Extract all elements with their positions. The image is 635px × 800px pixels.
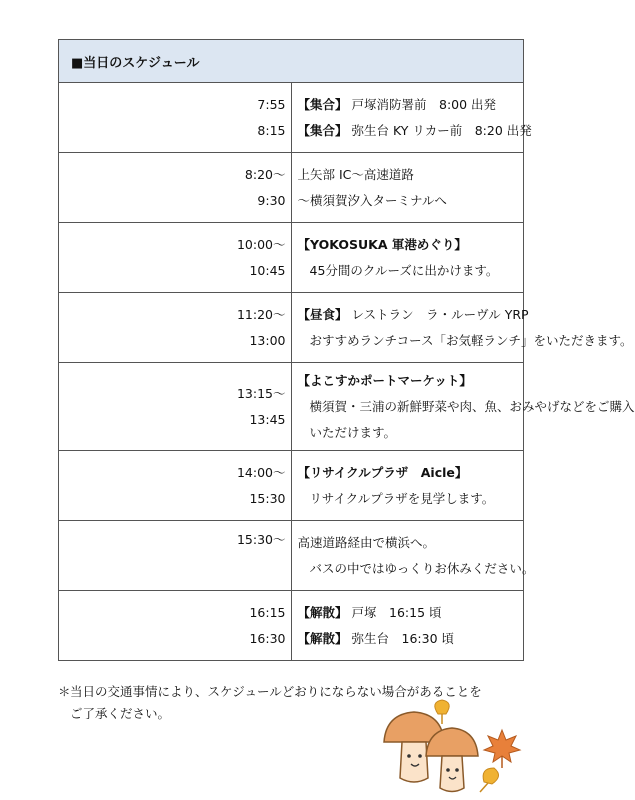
detail: 戸塚消防署前 8:00 出発 xyxy=(351,96,497,112)
footnote-line-2: ご了承ください。 xyxy=(70,706,171,721)
description-cell xyxy=(291,591,524,661)
schedule-header-row xyxy=(59,40,524,83)
time-cell xyxy=(59,223,292,293)
description-cell xyxy=(291,153,524,223)
end-time: 15:30 xyxy=(249,490,286,506)
description-cell xyxy=(291,83,532,153)
ginkgo-leaf-icon xyxy=(435,700,449,724)
detail: 横須賀・三浦の新鮮野菜や肉、魚、おみやげなどをご購入 xyxy=(309,398,635,414)
detail: 弥生台 16:30 頃 xyxy=(351,630,454,646)
schedule-row xyxy=(59,223,524,293)
detail: ～横須賀汐入ターミナルへ xyxy=(297,192,447,208)
schedule-row xyxy=(59,153,524,223)
time-cell xyxy=(59,591,292,661)
schedule-row xyxy=(59,451,524,521)
start-time: 11:20～ xyxy=(236,306,286,322)
detail: レストラン ラ・ルーヴル YRP xyxy=(351,306,529,322)
asterisk: ＊ xyxy=(58,684,71,699)
description-cell xyxy=(291,293,633,363)
detail: 45分間のクルーズに出かけます。 xyxy=(309,262,499,278)
schedule-title: ■当日のスケジュール xyxy=(59,40,524,83)
end-time: 8:15 xyxy=(257,122,286,138)
time-cell xyxy=(59,521,292,591)
label: 【解散】 xyxy=(297,604,348,620)
detail: リサイクルプラザを見学します。 xyxy=(309,490,495,506)
time-cell xyxy=(59,153,292,223)
schedule-row xyxy=(59,83,524,153)
start-time: 16:15 xyxy=(249,604,286,620)
detail: 高速道路経由で横浜へ。 xyxy=(297,534,436,550)
label: 【集合】 xyxy=(297,122,348,138)
schedule-row xyxy=(59,363,524,451)
detail: いただけます。 xyxy=(309,424,397,440)
time-cell xyxy=(59,293,292,363)
start-time: 8:20～ xyxy=(244,166,286,182)
end-time: 13:00 xyxy=(249,332,286,348)
label: 【集合】 xyxy=(297,96,348,112)
start-time: 7:55 xyxy=(257,96,286,112)
mushroom-leaves-illustration xyxy=(380,700,540,796)
start-time: 13:15～ xyxy=(236,385,286,401)
description-cell xyxy=(291,521,535,591)
description-cell xyxy=(291,451,524,521)
schedule-row xyxy=(59,591,524,661)
time-cell xyxy=(59,451,292,521)
end-time: 16:30 xyxy=(249,630,286,646)
maple-leaf-icon xyxy=(484,730,520,768)
label: 【よこすかポートマーケット】 xyxy=(297,372,472,388)
mushroom-icon xyxy=(426,728,478,792)
detail: おすすめランチコース「お気軽ランチ」をいただきます。 xyxy=(309,332,633,348)
start-time: 14:00～ xyxy=(236,464,286,480)
end-time: 9:30 xyxy=(257,192,286,208)
schedule-row xyxy=(59,293,524,363)
time-cell xyxy=(59,363,292,451)
detail: 戸塚 16:15 頃 xyxy=(351,604,442,620)
start-time: 15:30～ xyxy=(236,532,286,547)
detail: 弥生台 KY リカー前 8:20 出発 xyxy=(351,122,532,138)
label: 【YOKOSUKA 軍港めぐり】 xyxy=(297,236,467,252)
description-cell xyxy=(291,223,524,293)
label: 【リサイクルプラザ Aicle】 xyxy=(297,464,468,480)
detail: 上矢部 IC～高速道路 xyxy=(297,166,414,182)
label: 【昼食】 xyxy=(297,306,348,322)
time-cell xyxy=(59,83,292,153)
description-cell xyxy=(291,363,635,451)
start-time: 10:00～ xyxy=(236,236,286,252)
ginkgo-leaf-icon xyxy=(480,768,499,792)
detail: バスの中ではゆっくりお休みください。 xyxy=(309,560,535,576)
footnote-line-1: 当日の交通事情により、スケジュールどおりにならない場合があることを xyxy=(70,684,482,699)
end-time: 10:45 xyxy=(249,262,286,278)
end-time: 13:45 xyxy=(249,411,286,427)
schedule-row xyxy=(59,521,524,591)
schedule-table xyxy=(58,39,635,661)
label: 【解散】 xyxy=(297,630,348,646)
